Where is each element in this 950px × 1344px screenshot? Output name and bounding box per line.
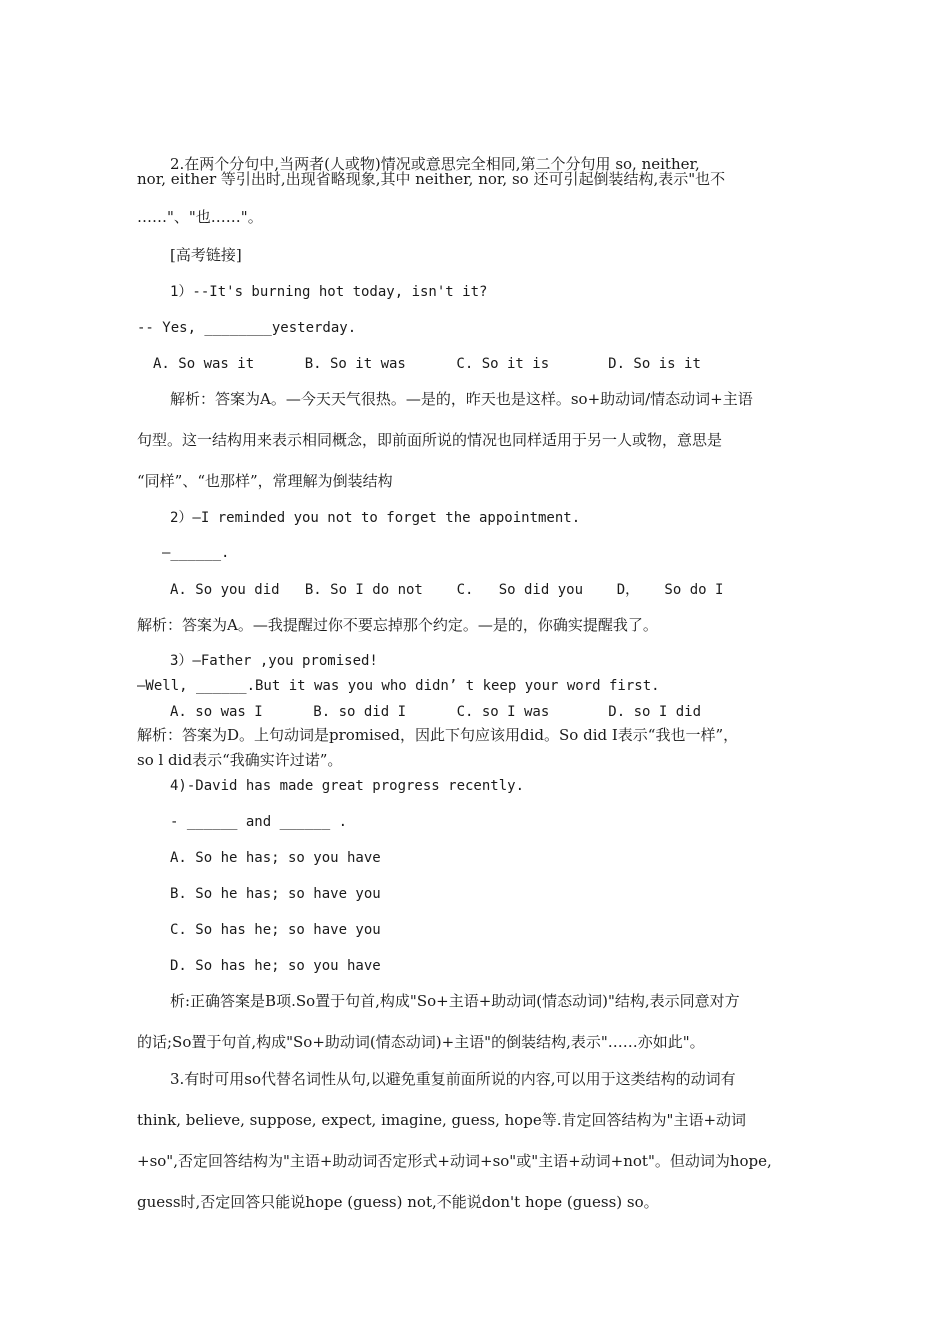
section2-line2: nor, either 等引出时,出现省略现象,其中 neither, nor, so 还可引起倒装结构,表示"也不	[137, 170, 726, 188]
q4-option-b: B. So he has; so have you	[170, 886, 381, 902]
q3-options: A. so was I B. so did I C. so I was D. so I did	[170, 704, 702, 720]
q4-reply: - ______ and ______ .	[170, 814, 348, 830]
q2-stem: 2）—I reminded you not to forget the appointment.	[170, 510, 581, 526]
section3-line3: +so",否定回答结构为"主语+助动词否定形式+动词+so"或"主语+动词+not"。但动词为hope,	[137, 1152, 772, 1170]
q1-reply: -- Yes, ________yesterday.	[137, 320, 357, 336]
section3-line1: 3.有时可用so代替名词性从句,以避免重复前面所说的内容,可以用于这类结构的动词有	[170, 1070, 736, 1088]
q3-stem: 3）—Father ,you promised!	[170, 653, 378, 669]
q3-reply: —Well, ______.But it was you who didn’ t keep your word first.	[137, 678, 660, 694]
section3-line4: guess时,否定回答只能说hope (guess) not,不能说don't hope (guess) so。	[137, 1193, 659, 1211]
q3-analysis-line2: so l did表示“我确实许过诺”。	[137, 751, 343, 769]
q3-analysis-line1: 解析：答案为D。上句动词是promised，因此下句应该用did。So did I表示“我也一样”，	[137, 726, 739, 744]
section2-line3: ……"、"也……"。	[137, 208, 263, 226]
q4-option-a: A. So he has; so you have	[170, 850, 381, 866]
q1-options: A. So was it B. So it was C. So it is D. So is it	[153, 356, 701, 372]
gaokao-link-label: [高考链接]	[170, 246, 242, 264]
q2-analysis: 解析：答案为A。—我提醒过你不要忘掉那个约定。—是的，你确实提醒我了。	[137, 616, 658, 634]
q4-option-c: C. So has he; so have you	[170, 922, 381, 938]
q4-stem: 4)-David has made great progress recently.	[170, 778, 525, 794]
q1-analysis-line2: 句型。这一结构用来表示相同概念，即前面所说的情况也同样适用于另一人或物，意思是	[137, 431, 723, 449]
q4-analysis-line2: 的话;So置于句首,构成"So+助动词(情态动词)+主语"的倒装结构,表示"……亦如此"。	[137, 1033, 705, 1051]
section3-line2: think, believe, suppose, expect, imagine, guess, hope等.肯定回答结构为"主语+动词	[137, 1111, 747, 1129]
q4-option-d: D. So has he; so you have	[170, 958, 381, 974]
q1-analysis-line3: “同样”、“也那样”，常理解为倒装结构	[137, 472, 393, 490]
q2-reply: —______.	[162, 545, 230, 561]
q1-stem: 1）--It's burning hot today, isn't it?	[170, 284, 488, 300]
q2-options: A. So you did B. So I do not C. So did you D， So do I	[170, 582, 724, 598]
q4-analysis-line1: 析:正确答案是B项.So置于句首,构成"So+主语+助动词(情态动词)"结构,表示同意对方	[170, 992, 740, 1010]
q1-analysis-line1: 解析：答案为A。—今天天气很热。—是的，昨天也是这样。so+助动词/情态动词+主语	[170, 390, 753, 408]
section2-line1: 2.在两个分句中,当两者(人或物)情况或意思完全相同,第二个分句用 so, neither,	[170, 155, 700, 173]
